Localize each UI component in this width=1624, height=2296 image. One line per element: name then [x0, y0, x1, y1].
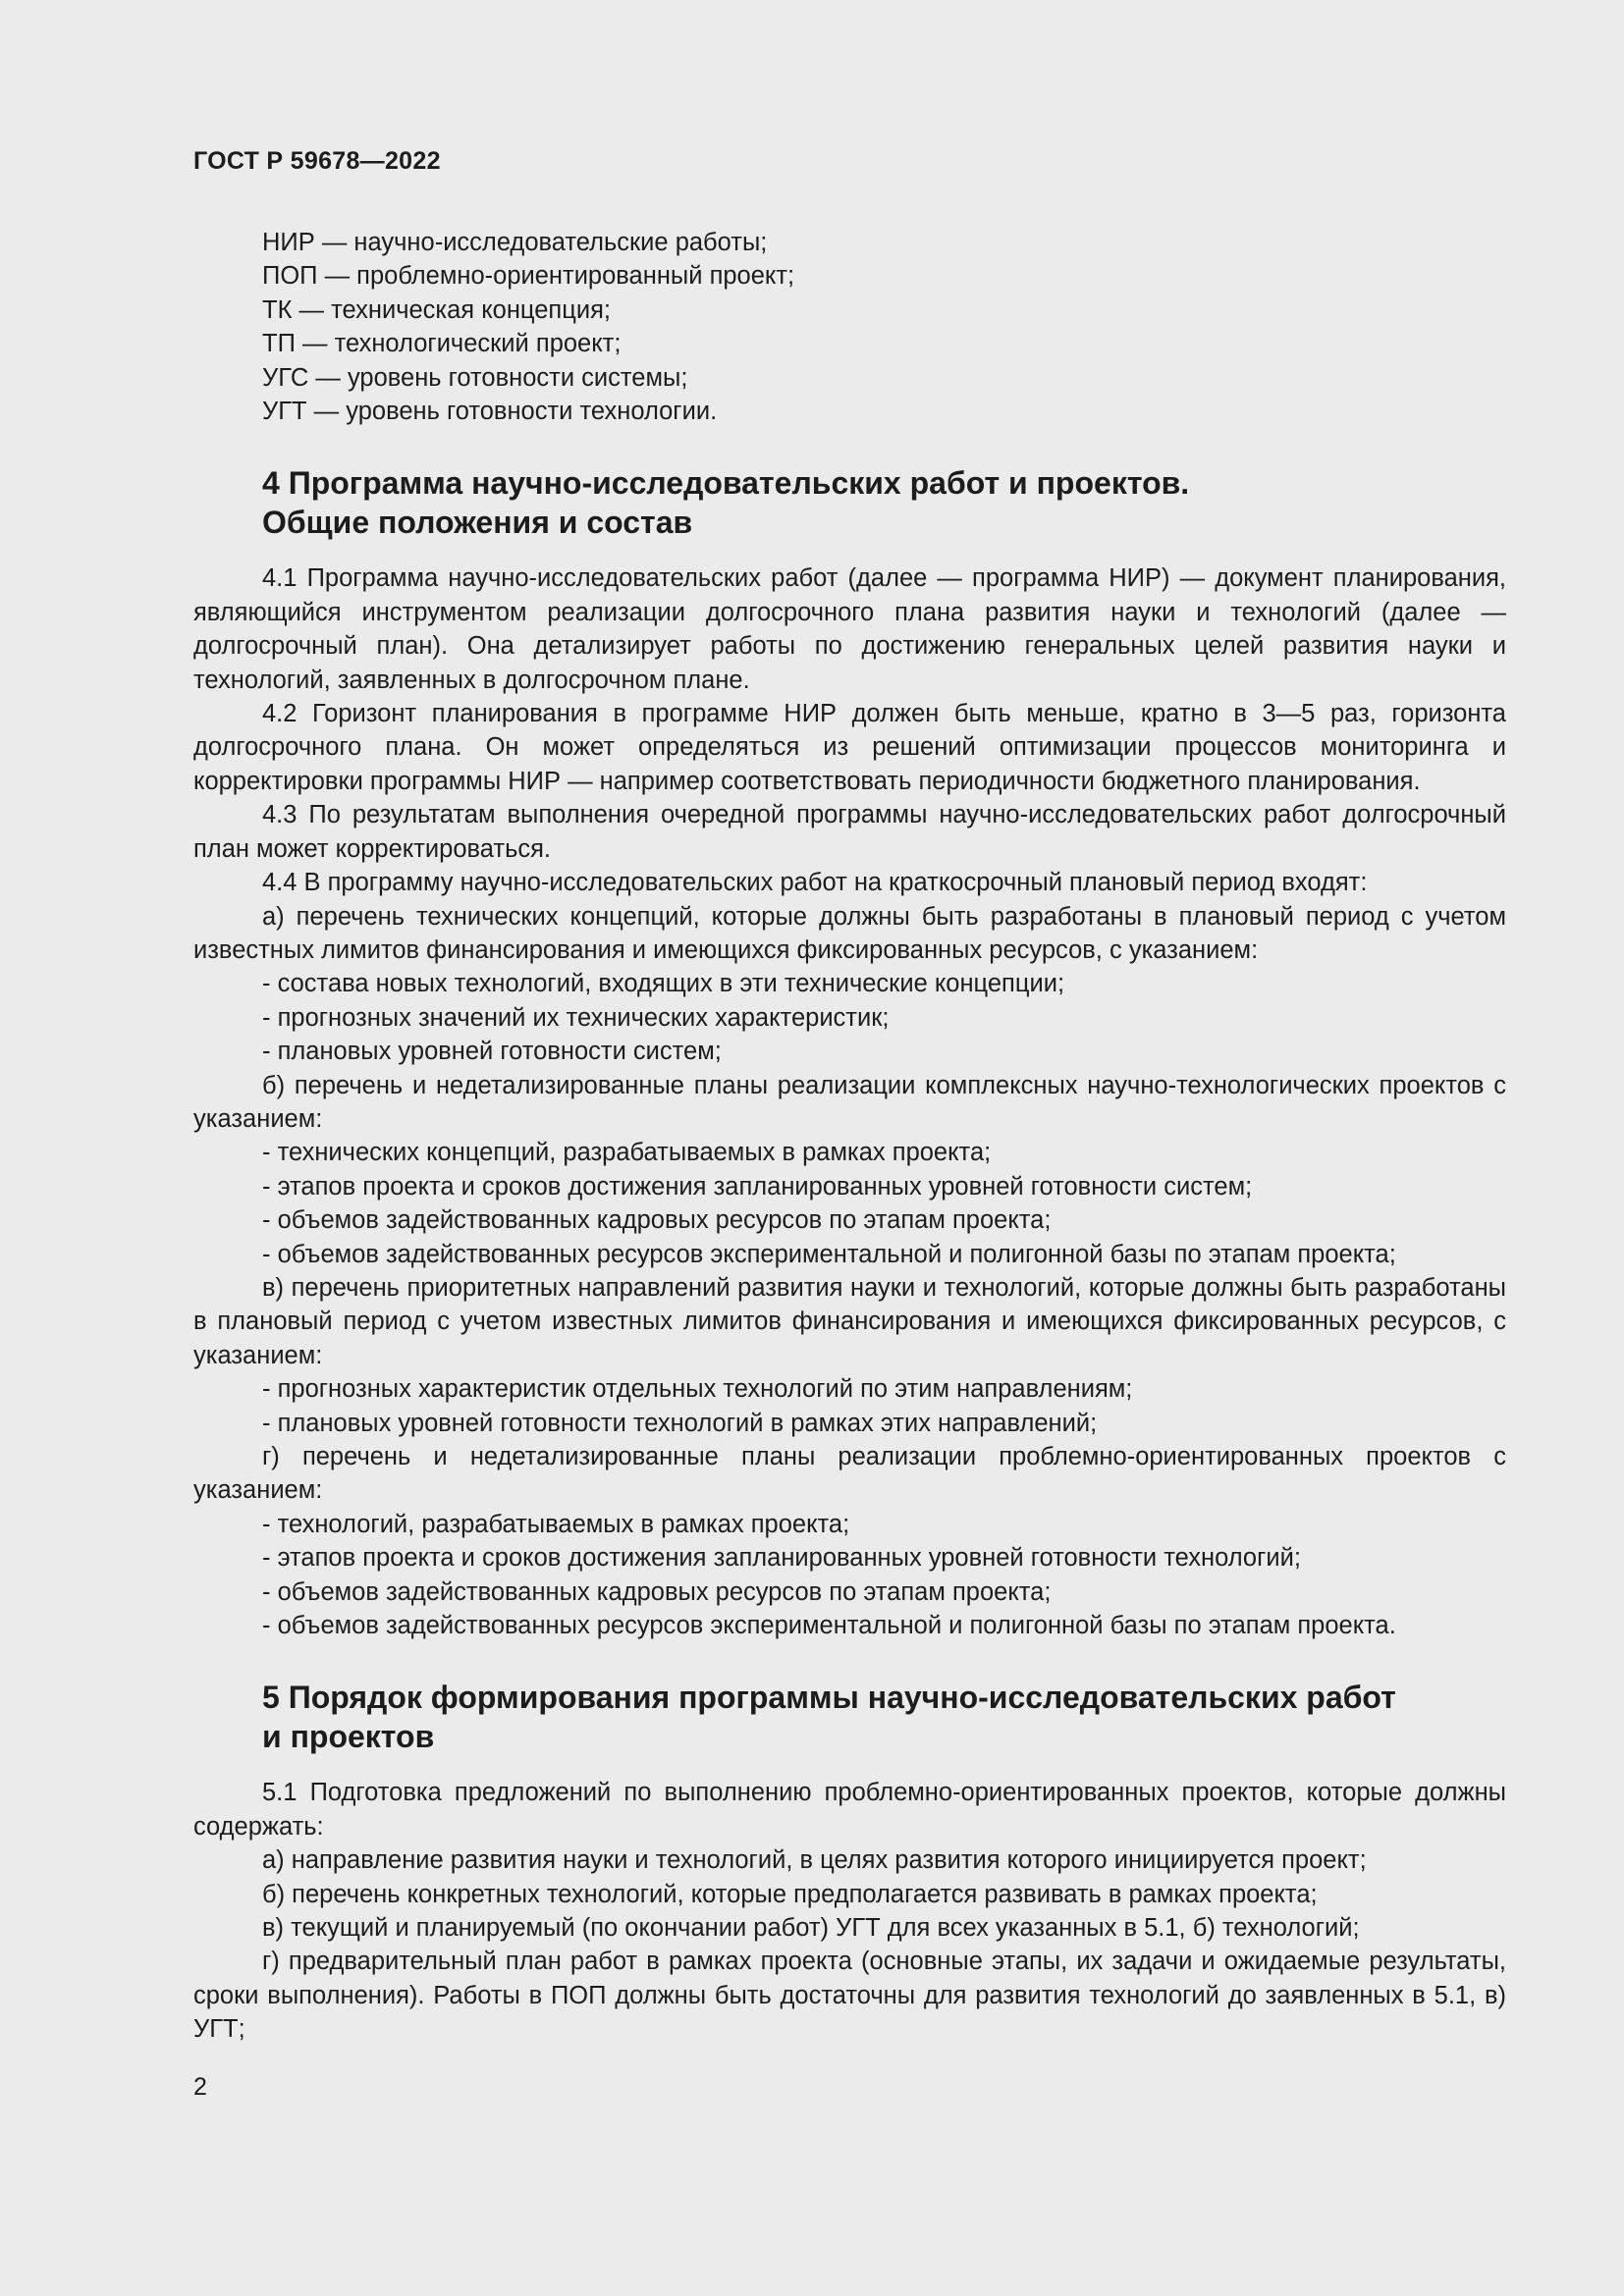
list-item: - объемов задействованных ресурсов экспериментальной и полигонной базы по этапам проекта. [262, 1612, 1396, 1640]
paragraph-4-4: 4.4 В программу научно-исследовательских работ на краткосрочный плановый период входят: [262, 869, 1368, 897]
abbreviation-item: НИР — научно-исследовательские работы; [262, 229, 768, 256]
section-4-heading [193, 463, 1506, 542]
paragraph-4-3: 4.3 По результатам выполнения очередной программы научно-исследовательских работ долгосрочный план может корректироваться. [193, 801, 1506, 863]
item-a-intro: а) перечень технических концепций, которые должны быть разработаны в плановый период с учетом известных лимитов финансирования и имеющихся фиксированных ресурсов, с указанием: [193, 902, 1506, 964]
item-g-5-1: г) предварительный план работ в рамках проекта (основные этапы, их задачи и ожидаемые результаты, сроки выполнения). Работы в ПОП должны быть достаточны для развития технологий до заявленных в 5.1, в) УГТ; [193, 1948, 1506, 2044]
abbreviation-item: ТП — технологический проект; [262, 330, 622, 358]
item-v-intro: в) перечень приоритетных направлений развития науки и технологий, которые должны быть разработаны в плановый период с учетом известных лимитов финансирования и имеющихся фиксированных ресурсов, с указанием: [193, 1273, 1506, 1369]
abbreviation-item: УГТ — уровень готовности технологии. [262, 398, 718, 426]
list-item: б) перечень конкретных технологий, которые предполагается развивать в рамках проекта; [262, 1880, 1318, 1908]
paragraph-4-1: 4.1 Программа научно-исследовательских работ (далее — программа НИР) — документ планирования, являющийся инструментом реализации долгосрочного плана развития науки и технологий (далее — долгосрочный план). Она детализирует работы по достижению генеральных целей развития науки и технологий, заявленных в долгосрочном плане. [193, 564, 1506, 694]
list-item: в) текущий и планируемый (по окончании работ) УГТ для всех указанных в 5.1, б) технологий; [262, 1914, 1360, 1943]
list-item: - прогнозных значений их технических характеристик; [262, 1003, 890, 1032]
section-5-title-line1: 5 Порядок формирования программы научно-исследовательских работ [262, 1680, 1396, 1716]
section-5-title-line2: и проектов [262, 1719, 435, 1755]
list-item: - объемов задействованных кадровых ресурсов по этапам проекта; [262, 1577, 1052, 1606]
section-5-heading [193, 1678, 1506, 1756]
list-item: - технологий, разрабатываемых в рамках проекта; [262, 1510, 850, 1538]
list-item: а) направление развития науки и технологий, в целях развития которого инициируется проект; [262, 1846, 1367, 1875]
section-4-title-line1: 4 Программа научно-исследовательских работ и проектов. [262, 465, 1190, 502]
item-g-intro: г) перечень и недетализированные планы реализации проблемно-ориентированных проектов с указанием: [193, 1443, 1506, 1505]
list-item: - состава новых технологий, входящих в эти технические концепции; [262, 970, 1065, 998]
item-b-intro: б) перечень и недетализированные планы реализации комплексных научно-технологических проектов с указанием: [193, 1071, 1506, 1133]
list-item: - этапов проекта и сроков достижения запланированных уровней готовности технологий; [262, 1544, 1301, 1573]
abbreviation-item: УГС — уровень готовности системы; [262, 363, 688, 392]
list-item: - плановых уровней готовности систем; [262, 1038, 722, 1066]
page-number: 2 [193, 2073, 207, 2101]
list-item: - объемов задействованных кадровых ресурсов по этапам проекта; [262, 1206, 1052, 1235]
list-item: - плановых уровней готовности технологий в рамках этих направлений; [262, 1409, 1098, 1437]
paragraph-4-2: 4.2 Горизонт планирования в программе НИР должен быть меньше, кратно в 3—5 раз, горизонта долгосрочного плана. Он может определяться из решений оптимизации процессов мониторинга и корректировки программы НИР — например соответствовать периодичности бюджетного планирования. [193, 700, 1506, 795]
list-item: - этапов проекта и сроков достижения запланированных уровней готовности систем; [262, 1172, 1253, 1201]
document-header: ГОСТ Р 59678—2022 [193, 147, 441, 175]
document-body [193, 226, 1506, 2047]
section-4-title-line2: Общие положения и состав [262, 505, 693, 541]
paragraph-5-1: 5.1 Подготовка предложений по выполнению проблемно-ориентированных проектов, которые должны содержать: [193, 1779, 1506, 1841]
abbreviation-item: ТК — техническая концепция; [262, 295, 611, 324]
list-item: - технических концепций, разрабатываемых в рамках проекта; [262, 1139, 992, 1167]
list-item: - прогнозных характеристик отдельных технологий по этим направлениям; [262, 1375, 1133, 1404]
abbreviation-item: ПОП — проблемно-ориентированный проект; [262, 262, 795, 291]
abbreviations-list [193, 226, 1506, 428]
list-item: - объемов задействованных ресурсов экспериментальной и полигонной базы по этапам проекта; [262, 1240, 1396, 1268]
